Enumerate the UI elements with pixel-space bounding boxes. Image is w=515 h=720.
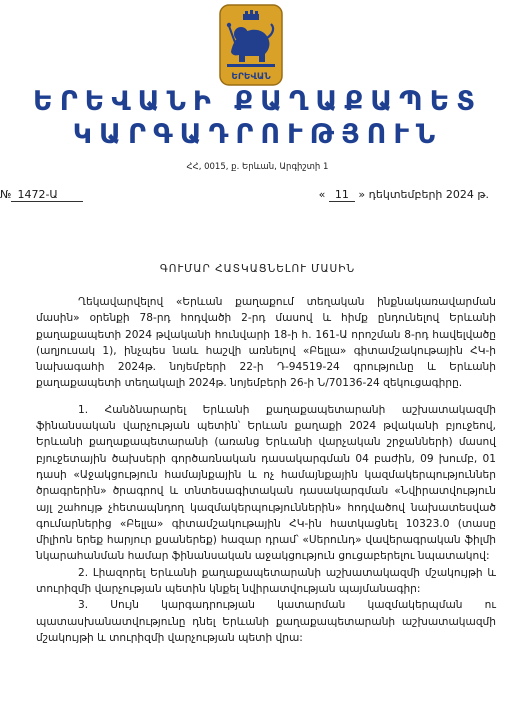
document-number: [0, 188, 83, 202]
number-value: 1472-Ա: [11, 188, 83, 202]
date-open-quote: «: [318, 188, 326, 201]
date-close-quote: »: [358, 188, 366, 201]
intro-paragraph: Ղեկավարվելով «Երևան քաղաքում տեղական ինքնակառավարման մասին» օրենքի 78-րդ հոդվածի 2-րդ մասով և հիմք ընդունելով Երևանի քաղաքապետի 2024 թվականի հունվարի 18-ի հ. 161-Ա որոշման 8-րդ հավելվածը (աղյուսակ 1), ինչպես նաև հաշվի առնելով «Բելլա» գիտամշակութային ՀԿ-ի նախագահի 2024թ. նոյեմբերի 22-ի Դ-94519-24 գրությունը և Երևանի քաղաքապետի տեղակալի 2024թ. նոյեմբերի 26-ի Ն/70136-24 զեկուցագիրը.: [36, 296, 496, 390]
date-rest: դեկտեմբերի 2024 թ.: [368, 188, 489, 201]
address-line: ՀՀ, 0015, ք. Երևան, Արգիշտի 1: [186, 162, 329, 172]
number-prefix: №: [0, 188, 12, 201]
clause-1: 1. Հանձնարարել Երևանի քաղաքապետարանի աշխատակազմի ֆինանսական վարչության պետին՝ Երևան քաղաքի 2024 թվականի բյուջեով, Երևանի քաղաքապետարանի (առանց Երևանի վարչական շրջանների) մասով բյուջետային ծախսերի գործառնական դասակարգման 04 բաժին, 09 խումբ, 01 դասի «Աջակցություն համայնքային և ոչ համայնքային կազմակերպություններ ծրագրերին» ծրագրով և տնտեսագիտական դասակարգման «Նվիրատվություն այլ շահույթ չհետապնդող կազմակերպություններին» հոդվածով նախատեսված գումարներից «Բելլա» գիտամշակութային ՀԿ-ին հատկացնել 10323.0 (տասը միլիոն երեք հարյուր քսաներեք) հազար դրամ՝ «Սերունդ» վավերագրական ֆիլմի նկարահանման համար ֆինանսական աջակցություն ցուցաբերելու նպատակով:: [36, 403, 496, 563]
clause-2: 2. Լիազորել Երևանի քաղաքապետարանի աշխատակազմի մշակույթի և տուրիզմի վարչության պետին կնքել նվիրատվության պայմանագիր:: [36, 566, 496, 596]
org-name-line2: ԿԱՐԳԱԴՐՈՒԹՅՈՒՆ: [72, 119, 443, 150]
emblem-caption: ԵՐԵՎԱՆ: [231, 72, 271, 82]
clause-3: 3. Սույն կարգադրության կատարման կազմակերպման ու պատասխանատվությունը դնել Երևանի քաղաքապետարանի աշխատակազմի մշակույթի և տուրիզմի վարչության պետի վրա:: [36, 599, 496, 644]
date-day: 11: [329, 188, 355, 202]
document-body: [36, 294, 496, 646]
document-date: [319, 188, 489, 202]
yerevan-emblem-icon: [219, 4, 283, 86]
org-name-line1: ԵՐԵՎԱՆԻ ՔԱՂԱՔԱՊԵՏ: [33, 86, 482, 117]
document-title: ԳՈՒՄԱՐ ՀԱՏԿԱՑՆԵԼՈՒ ՄԱՍԻՆ: [159, 263, 356, 275]
